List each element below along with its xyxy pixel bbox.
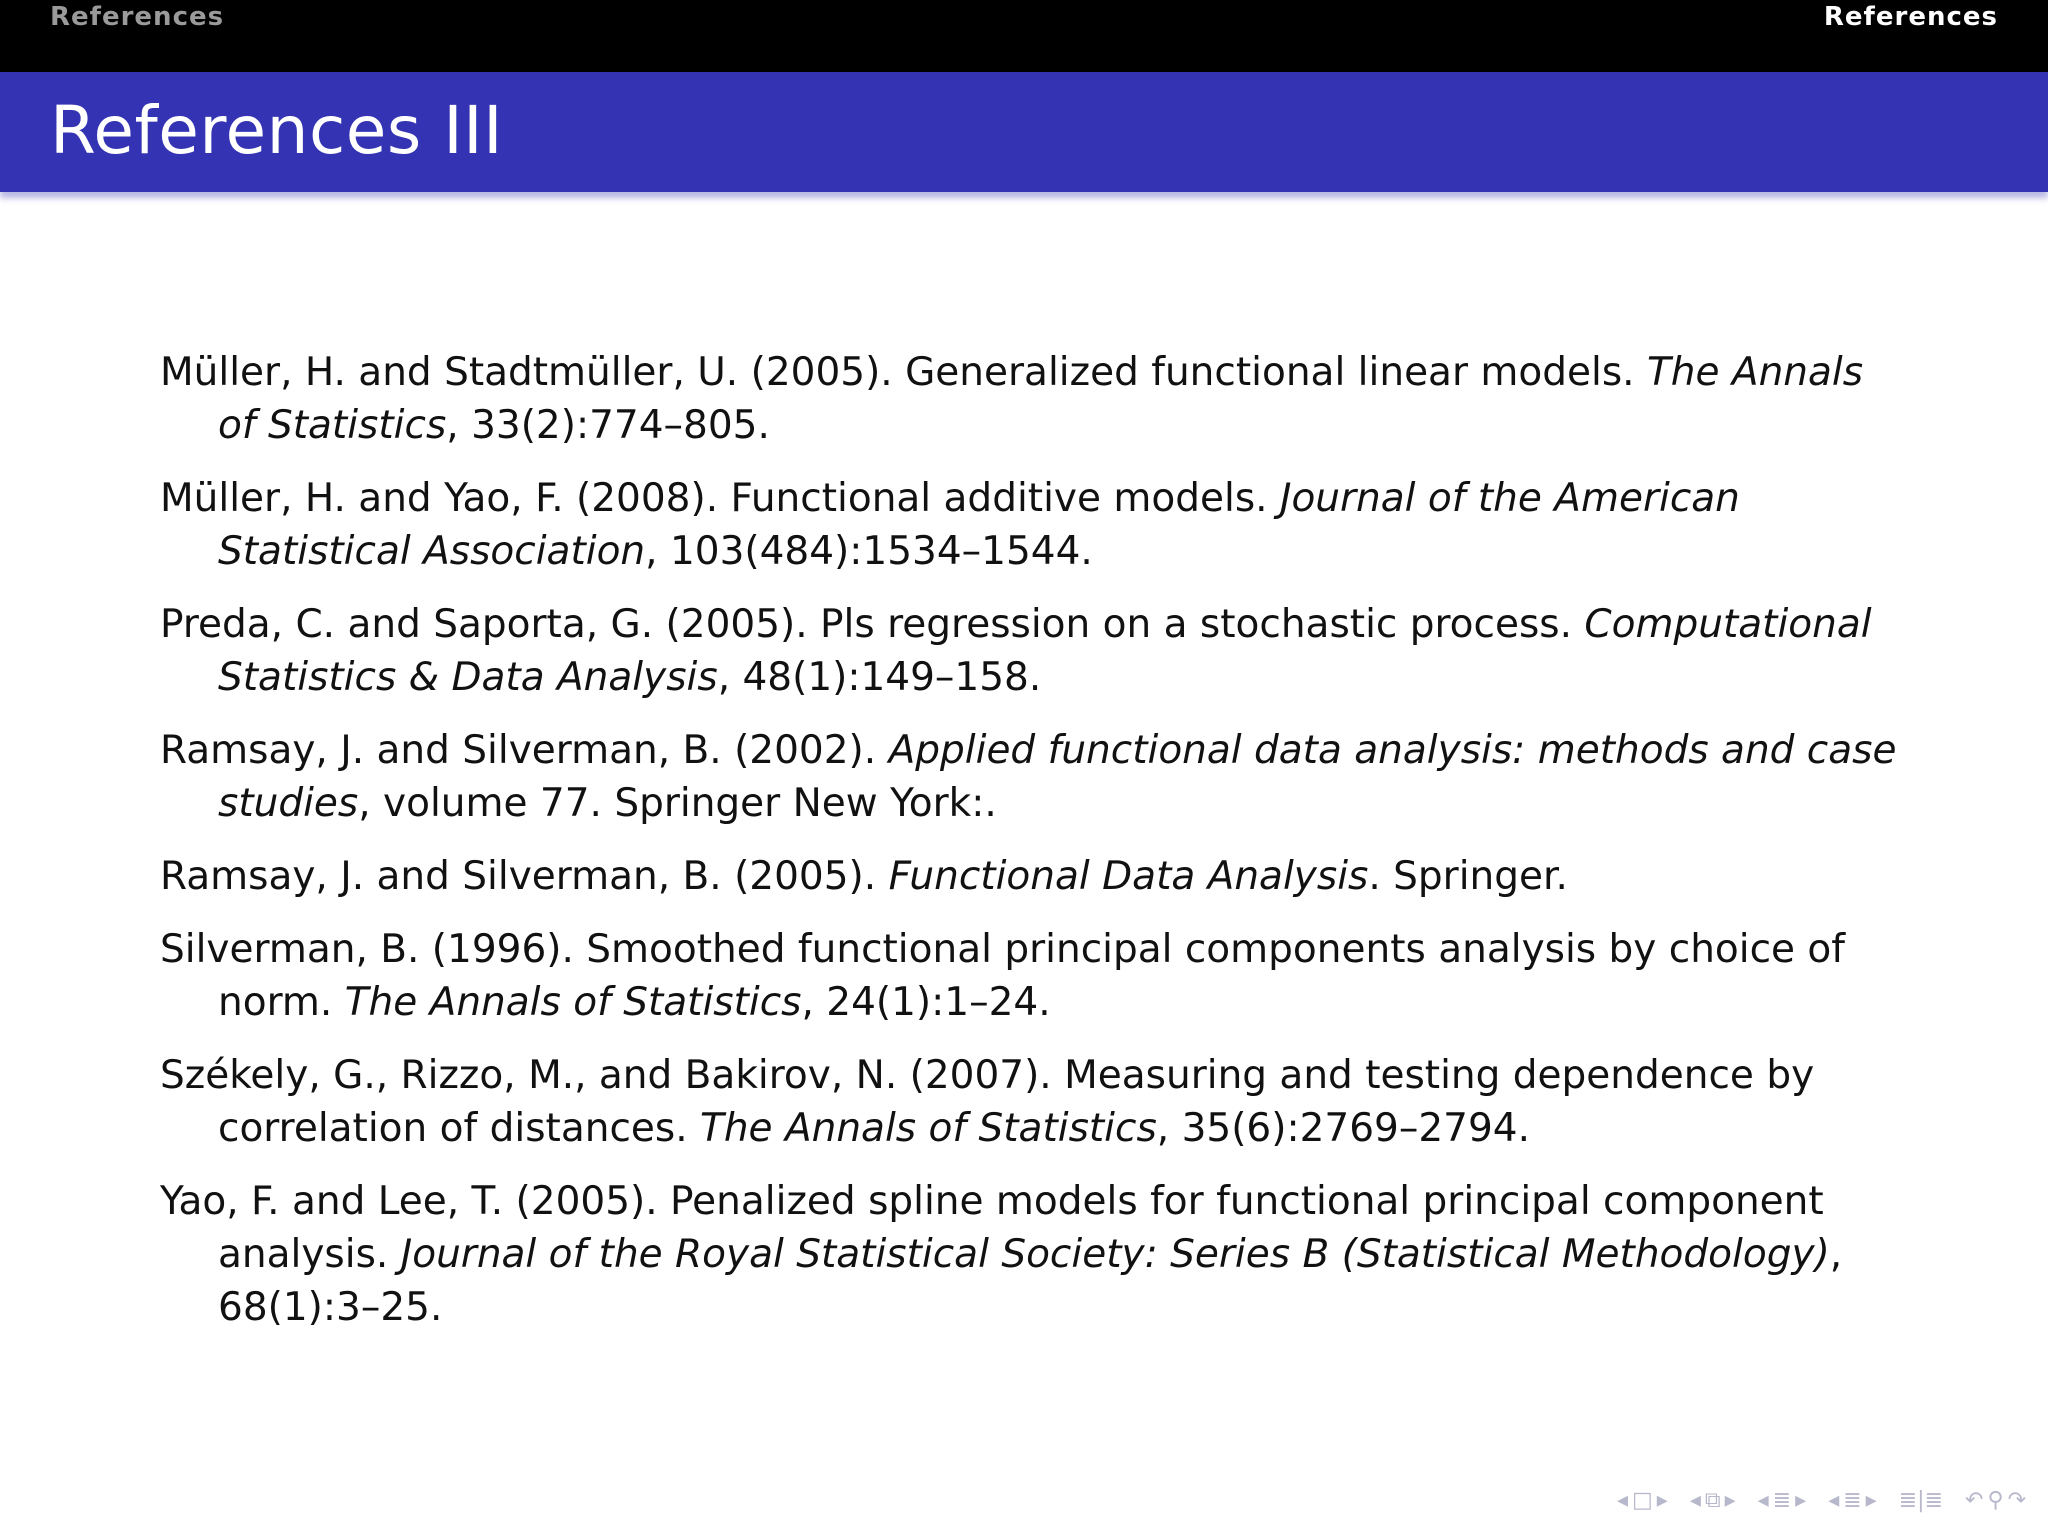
reference-venue: The Annals of Statistics	[700, 1106, 1157, 1151]
reference-authors: Ramsay, J. and Silverman, B. (2002).	[160, 728, 877, 773]
reference-venue: Applied functional data analysis: methods and case studies	[218, 728, 1897, 826]
search-icon[interactable]: ⚲	[1987, 1488, 2004, 1513]
back-icon[interactable]: ↶	[1965, 1488, 1984, 1513]
reference-item	[160, 598, 1900, 704]
reference-title: Generalized functional linear models.	[892, 350, 1647, 395]
reference-title: Penalized spline models for functional principal component analysis.	[218, 1179, 1824, 1277]
reference-venue: Journal of the Royal Statistical Society: Series B (Statistical Methodology)	[400, 1232, 1830, 1277]
reference-details: . Springer.	[1368, 854, 1568, 899]
reference-title: Measuring and testing dependence by correlation of distances.	[218, 1053, 1815, 1151]
header-bar	[0, 0, 2048, 72]
reference-authors: Silverman, B. (1996).	[160, 927, 574, 972]
reference-authors: Müller, H. and Stadtmüller, U. (2005).	[160, 350, 893, 395]
reference-venue: Computational Statistics & Data Analysis	[218, 602, 1872, 700]
reference-authors: Székely, G., Rizzo, M., and Bakirov, N. (2007).	[160, 1053, 1052, 1098]
beamer-navigation-bar	[1603, 1484, 2026, 1518]
reference-details: , 103(484):1534–1544.	[645, 529, 1093, 574]
reference-item	[160, 923, 1900, 1029]
reference-venue: Journal of the American Statistical Association	[218, 476, 1740, 574]
subsection-icon[interactable]: ⧉	[1704, 1488, 1721, 1513]
reference-details: , volume 77. Springer New York:.	[358, 781, 997, 826]
reference-title	[876, 854, 888, 899]
frame-title: References III	[50, 92, 504, 169]
reference-authors: Ramsay, J. and Silverman, B. (2005).	[160, 854, 877, 899]
nav-next-arrow-icon[interactable]: ▸	[1795, 1488, 1807, 1513]
reference-item	[160, 472, 1900, 578]
reference-item	[160, 346, 1900, 452]
reference-item	[160, 1175, 1900, 1334]
nav-prev-arrow-icon[interactable]: ◂	[1757, 1488, 1769, 1513]
nav-next-arrow-icon[interactable]: ▸	[1656, 1488, 1668, 1513]
appendix-icon[interactable]: ≣|≣	[1898, 1488, 1943, 1513]
reference-authors: Preda, C. and Saporta, G. (2005).	[160, 602, 808, 647]
section-list-icon[interactable]: ≣	[1843, 1488, 1862, 1513]
reference-item	[160, 1049, 1900, 1155]
reference-list	[160, 346, 1900, 1354]
reference-details: , 24(1):1–24.	[801, 980, 1051, 1025]
reference-venue: The Annals of Statistics	[218, 350, 1864, 448]
reference-item	[160, 850, 1900, 903]
section-nav-left[interactable]: References	[50, 2, 225, 32]
reference-title: Smoothed functional principal components analysis by choice of norm.	[218, 927, 1846, 1025]
reference-authors: Müller, H. and Yao, F. (2008).	[160, 476, 719, 521]
reference-details: , 48(1):149–158.	[717, 655, 1042, 700]
reference-details: , 33(2):774–805.	[446, 403, 770, 448]
reference-item	[160, 724, 1900, 830]
nav-next-arrow-icon[interactable]: ▸	[1865, 1488, 1877, 1513]
section-nav-right[interactable]: References	[1823, 2, 1998, 32]
reference-details: , 68(1):3–25.	[218, 1232, 1843, 1330]
reference-venue: Functional Data Analysis	[888, 854, 1369, 899]
reference-details: , 35(6):2769–2794.	[1156, 1106, 1530, 1151]
reference-title: Functional additive models.	[718, 476, 1280, 521]
nav-prev-arrow-icon[interactable]: ◂	[1689, 1488, 1701, 1513]
reference-title	[876, 728, 888, 773]
reference-venue: The Annals of Statistics	[344, 980, 802, 1025]
reference-authors: Yao, F. and Lee, T. (2005).	[160, 1179, 658, 1224]
nav-prev-arrow-icon[interactable]: ◂	[1828, 1488, 1840, 1513]
nav-prev-arrow-icon[interactable]: ◂	[1616, 1488, 1628, 1513]
nav-next-arrow-icon[interactable]: ▸	[1724, 1488, 1736, 1513]
section-icon[interactable]: ≣	[1772, 1488, 1792, 1513]
zoom-icon[interactable]: ↷	[2007, 1488, 2026, 1513]
frame-icon[interactable]: □	[1632, 1488, 1653, 1513]
reference-title: Pls regression on a stochastic process.	[807, 602, 1585, 647]
frame-title-bar	[0, 72, 2048, 192]
